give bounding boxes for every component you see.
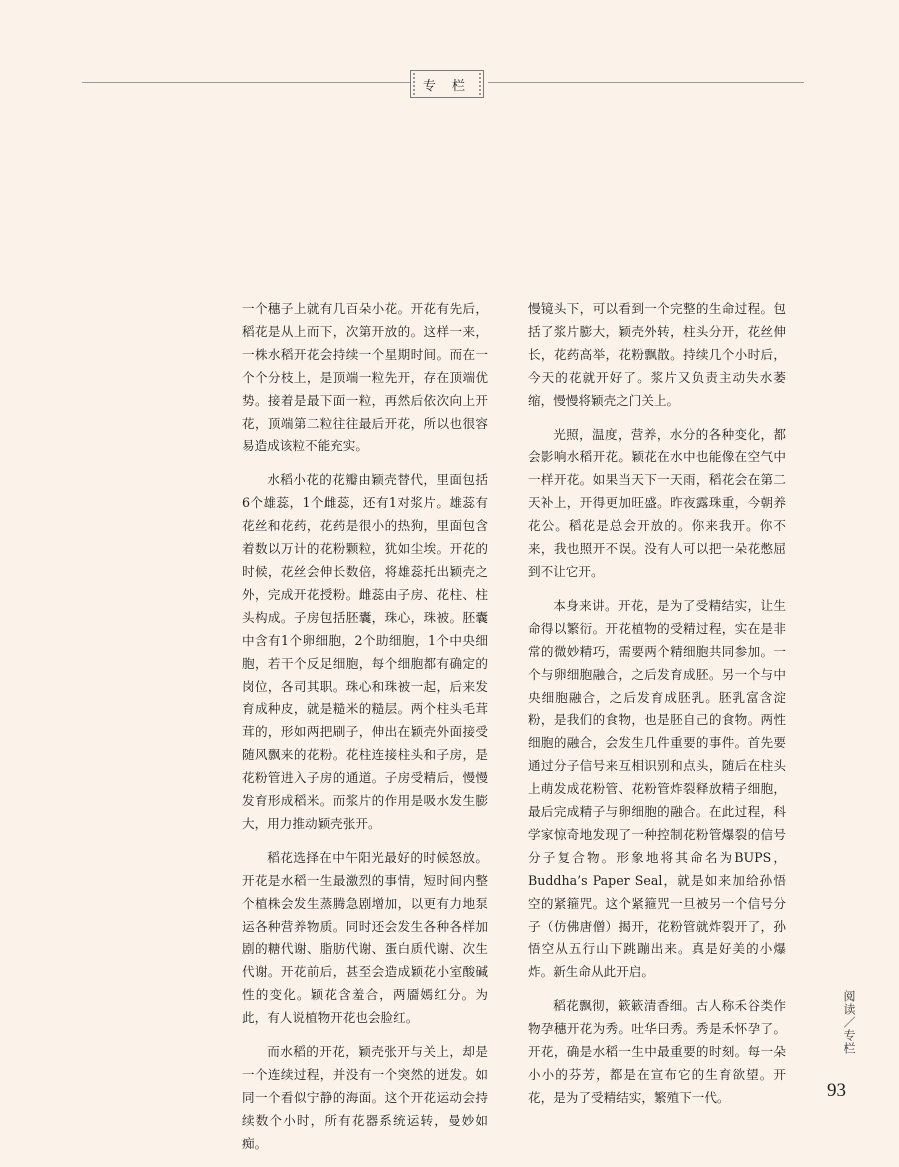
paragraph: 本身来讲。开花，是为了受精结实，让生命得以繁衍。开花植物的受精过程，实在是非常的微妙精巧，需要两个精细胞共同参加。一个与卵细胞融合，之后发育成胚。另一个与中央细胞融合，之后发育成胚乳。胚乳富含淀粉，是我们的食物，也是胚自己的食物。两性细胞的融合，会发生几件重要的事件。首先要通过分子信号来互相识别和点头，随后在柱头上萌发成花粉管、花粉管炸裂释放精子细胞，最后完成精子与卵细胞的融合。在此过程，科学家惊奇地发现了一种控制花粉管爆裂的信号分子复合物。形象地将其命名为BUPS，Buddha’s Paper Seal，就是如来加给孙悟空的紧箍咒。这个紧箍咒一旦被另一个信号分子（仿佛唐僧）揭开，花粉管就炸裂开了，孙悟空从五行山下跳蹦出来。真是好美的小爆炸。新生命从此开启。 xyxy=(528,597,786,980)
section-side-label: 阅读／专栏 xyxy=(842,990,856,1055)
left-text-column xyxy=(242,298,488,1167)
paragraph: 慢镜头下，可以看到一个完整的生命过程。包括了浆片膨大，颖壳外转，柱头分开，花丝伸长，花药高举，花粉飘散。持续几个小时后，今天的花就开好了。浆片又负责主动失水萎缩，慢慢将颖壳之门关上。 xyxy=(528,301,786,408)
section-header-label: 专 栏 xyxy=(422,78,472,94)
paragraph: 光照，温度，营养，水分的各种变化，都会影响水稻开花。颖花在水中也能像在空气中一样开花。如果当天下一天雨，稻花会在第二天补上，开得更加旺盛。昨夜露珠重，今朝养花公。稻花是总会开放的。你来我开。你不来，我也照开不误。没有人可以把一朵花憋屈到不让它开。 xyxy=(528,426,786,579)
paragraph: 水稻小花的花瓣由颖壳替代，里面包括6个雄蕊，1个雌蕊，还有1对浆片。雄蕊有花丝和花药，花药是很小的热狗，里面包含着数以万计的花粉颗粒，犹如尘埃。开花的时候，花丝会伸长数倍，将雄蕊托出颖壳之外，完成开花授粉。雌蕊由子房、花柱、柱头构成。子房包括胚囊，珠心，珠被。胚囊中含有1个卵细胞，2个助细胞，1个中央细胞，若干个反足细胞，每个细胞都有确定的岗位，各司其职。珠心和珠被一起，后来发育成种皮，就是糙米的糙层。两个柱头毛茸茸的，形如两把刷子，伸出在颖壳外面接受随风飘来的花粉。花柱连接柱头和子房，是花粉管进入子房的通道。子房受精后，慢慢发育形成稻米。而浆片的作用是吸水发生膨大，用力推动颖壳张开。 xyxy=(242,472,488,831)
page-number: 93 xyxy=(827,1080,846,1101)
paragraph: 一个穗子上就有几百朵小花。开花有先后，稻花是从上而下，次第开放的。这样一来，一株水稻开花会持续一个星期时间。而在一个个分枝上，是顶端一粒先开，存在顶端优势。接着是最下面一粒，再然后依次向上开花，顶端第二粒往往最后开花，所以也很容易造成该粒不能充实。 xyxy=(242,301,488,454)
header-rule-left xyxy=(82,82,410,83)
paragraph: 稻花选择在中午阳光最好的时候怒放。开花是水稻一生最激烈的事情，短时间内整个植株会发生蒸腾急剧增加，以更有力地泵运各种营养物质。同时还会发生各种各样加剧的糖代谢、脂肪代谢、蛋白质代谢、次生代谢。开花前后，甚至会造成颖花小室酸碱性的变化。颖花含羞合，两靥嫣红分。为此，有人说植物开花也会脸红。 xyxy=(242,849,488,1026)
header-rule-right xyxy=(488,82,804,83)
section-header-box xyxy=(410,70,484,98)
paragraph: 而水稻的开花，颖壳张开与关上，却是一个连续过程，并没有一个突然的迸发。如同一个看似宁静的海面。这个开花运动会持续数个小时，所有花器系统运转，曼妙如痴。 xyxy=(242,1044,488,1151)
right-text-column xyxy=(528,298,786,1121)
paragraph: 稻花飘彻，簌簌清香细。古人称禾谷类作物孕穗开花为秀。吐华曰秀。秀是禾怀孕了。开花，确是水稻一生中最重要的时刻。每一朵小小的芬芳，都是在宣布它的生育欲望。开花，是为了受精结实，繁殖下一代。 xyxy=(528,998,786,1105)
